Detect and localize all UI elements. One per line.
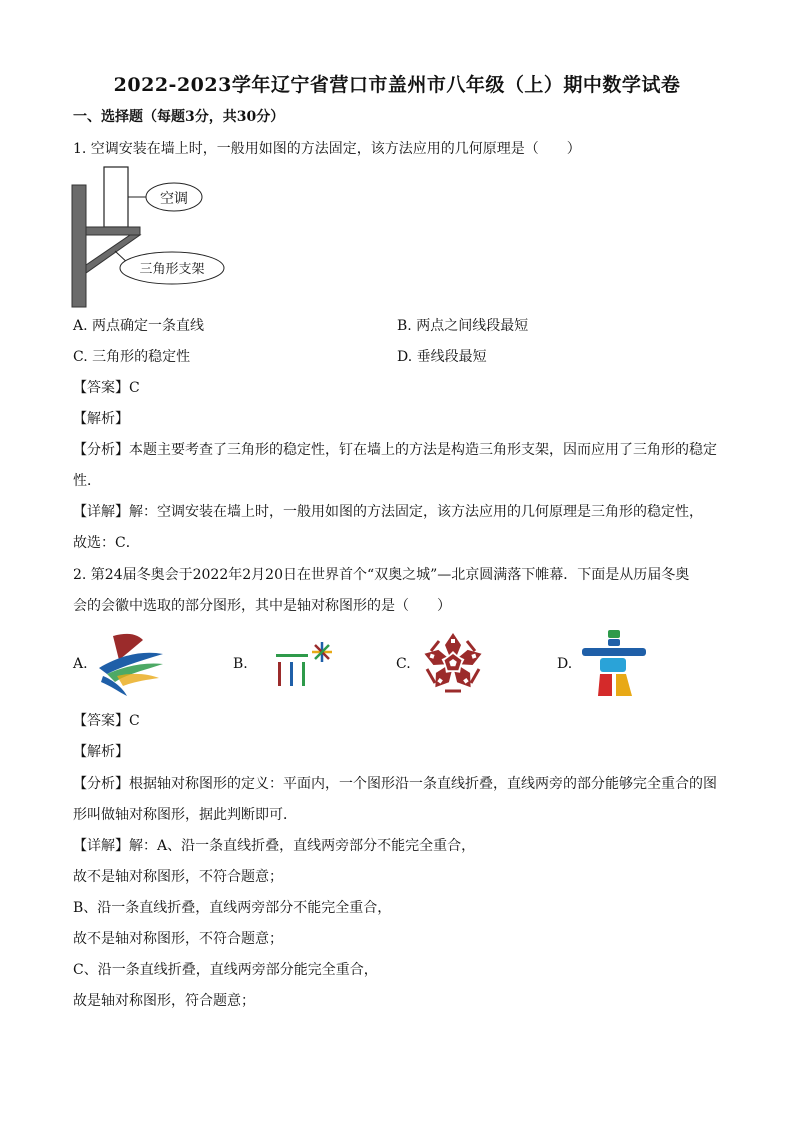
q2-option-d-label: D. [557,656,573,672]
q1-stem: 1. 空调安装在墙上时，一般用如图的方法固定，该方法应用的几何原理是（ ） [73,141,581,157]
ac-bracket-figure [70,165,230,310]
q1-analysis-line2: 性． [73,473,101,489]
q2-detail-line6: 故是轴对称图形，符合题意； [73,993,255,1009]
q2-answer: 【答案】C [73,713,140,729]
bracket-shelf [86,227,140,235]
q2-detail-line1: 【详解】解：A、沿一条直线折叠，直线两旁部分不能完全重合， [73,838,476,854]
q1-analysis-line1: 【分析】本题主要考查了三角形的稳定性，钉在墙上的方法是构造三角形支架，因而应用了三角形的稳定 [73,442,717,458]
q2-option-c-label: C. [396,656,411,672]
q1-option-d: D. 垂线段最短 [397,349,487,365]
q2-detail-line5: C、沿一条直线折叠，直线两旁部分能完全重合， [73,962,378,978]
q1-detail-line2: 故选：C． [73,535,140,551]
page-title: 2022-2023学年辽宁省营口市盖州市八年级（上）期中数学试卷 [113,74,681,96]
q1-answer: 【答案】C [73,380,140,396]
q2-analysis-line1: 【分析】根据轴对称图形的定义：平面内，一个图形沿一条直线折叠，直线两旁的部分能够完全重合的图 [73,776,717,792]
emblem-b-image [272,640,342,690]
q2-detail-line3: B、沿一条直线折叠，直线两旁部分不能完全重合， [73,900,392,916]
emblem-c-image [417,629,489,697]
q2-detail-line2: 故不是轴对称图形，不符合题意； [73,869,283,885]
q2-option-a-label: A. [73,656,88,672]
bracket-callout-label: 三角形支架 [139,262,205,277]
q1-option-b: B. 两点之间线段最短 [397,318,529,334]
ac-callout-label: 空调 [160,191,188,207]
q2-stem-line2: 会的会徽中选取的部分图形，其中是轴对称图形的是（ ） [73,598,451,614]
q1-option-c: C. 三角形的稳定性 [73,349,191,365]
q1-option-a: A. 两点确定一条直线 [73,318,205,334]
emblem-a-image [93,630,165,698]
wall-shape [72,185,86,307]
q2-jiexi: 【解析】 [73,744,129,760]
q2-analysis-line2: 形叫做轴对称图形，据此判断即可． [73,807,297,823]
q1-jiexi: 【解析】 [73,411,129,427]
section-heading: 一、选择题（每题3分，共30分） [73,109,285,125]
q2-stem-line1: 2. 第24届冬奥会于2022年2月20日在世界首个“双奥之城”—北京圆满落下帷幕．下面是从历届冬奥 [73,567,690,583]
q2-option-b-label: B. [233,656,248,672]
emblem-d-image [578,628,650,698]
q1-detail-line1: 【详解】解：空调安装在墙上时，一般用如图的方法固定，该方法应用的几何原理是三角形的稳定性， [73,504,703,520]
q2-detail-line4: 故不是轴对称图形，不符合题意； [73,931,283,947]
ac-unit-shape [104,167,128,227]
